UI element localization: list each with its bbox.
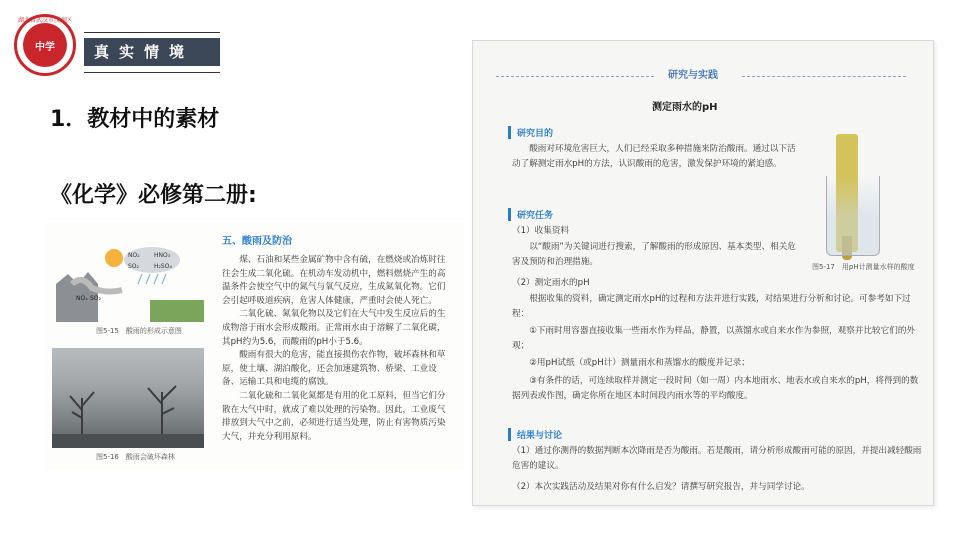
page-header: 研究与实践 bbox=[668, 70, 718, 81]
header-line-top bbox=[84, 32, 220, 33]
label-task: 研究任务 bbox=[508, 208, 553, 221]
forest-silhouette bbox=[52, 348, 204, 448]
result-2: （2）本次实践活动及结果对你有什么启发？请撰写研究报告，并与同学讨论。 bbox=[512, 482, 810, 492]
section-title-acid-rain: 五、酸雨及防治 bbox=[222, 236, 292, 247]
header-divider-right bbox=[742, 76, 906, 77]
logo-ring-text: 湖北省武汉市汉南区中学 bbox=[17, 17, 72, 33]
label-result: 结果与讨论 bbox=[508, 428, 562, 441]
label-no2: NO₂ bbox=[128, 252, 140, 259]
header-divider-left bbox=[496, 76, 654, 77]
slide-heading: 1．教材中的素材 bbox=[50, 107, 220, 132]
label-so2: SO₂ bbox=[128, 263, 139, 270]
task-2: （2）测定雨水的pH bbox=[512, 278, 590, 288]
page-title: 测定雨水的pH bbox=[652, 102, 718, 113]
paragraph: 二氧化硫、氮氧化物以及它们在大气中发生反应后的生成物溶于雨水会形成酸雨。正常雨水由于溶解了二氧化碳，其pH约为5.6，而酸雨的pH小于5.6。 bbox=[222, 309, 446, 347]
paragraph: 煤、石油和某些金属矿物中含有硫，在燃烧或冶炼时往往会生成二氧化硫。在机动车发动机中，燃料燃烧产生的高温条件会使空气中的氮气与氧气反应，生成氮氧化物。它们会引起呼吸道疾病，危害人体健康，严重时会使人死亡。 bbox=[222, 255, 446, 306]
paragraph: 酸雨有很大的危害，能直接损伤农作物，破坏森林和草原，使土壤、湖泊酸化，还会加速建筑物、桥梁、工业设备、运输工具和电缆的腐蚀。 bbox=[222, 350, 446, 388]
acid-rain-forest-photo bbox=[52, 348, 204, 448]
paragraph: 二氧化硫和二氧化氮都是有用的化工原料，但当它们分散在大气中时，就成了难以处理的污染物。因此，工业废气排放到大气中之前，必须进行适当处理，防止有害物质污染大气，并充分利用原料。 bbox=[222, 390, 446, 442]
step-1: ①下雨时用容器直接收集一些雨水作为样品，静置，以蒸馏水或自来水作为参照，观察并比较它们的外观； bbox=[512, 326, 916, 352]
step-2: ②用pH试纸（或pH计）测量雨水和蒸馏水的酸度并记录； bbox=[529, 358, 750, 368]
label-purpose: 研究目的 bbox=[508, 126, 553, 139]
task-1-text: 以“酸雨”为关键词进行搜索，了解酸雨的形成原因、基本类型、相关危害及预防和治理措施。 bbox=[512, 242, 796, 268]
ground bbox=[52, 434, 204, 448]
figure-caption-5-16: 图5-16 酸雨会破坏森林 bbox=[96, 453, 175, 461]
figure-caption-5-17: 图5-17 用pH计测量水样的酸度 bbox=[812, 263, 915, 271]
purpose-text: 酸雨对环境危害巨大，人们已经采取多种措施来防治酸雨。通过以下活动了解测定雨水pH的方法，认识酸雨的危害，激发保护环境的紧迫感。 bbox=[512, 144, 796, 170]
task-1: （1）收集资料 bbox=[512, 226, 570, 236]
acid-rain-diagram bbox=[52, 244, 206, 324]
label-hno3: HNO₃ bbox=[154, 252, 171, 259]
slide-subheading: 《化学》必修第二册: bbox=[50, 183, 257, 208]
step-3: ③有条件的话，可连续取样并测定一段时间（如一周）内本地雨水、地表水或自来水的pH，将得到的数据列表或作图，确定你所在地区本时间段内雨水等的平均酸度。 bbox=[512, 376, 919, 402]
rain-icon bbox=[138, 274, 166, 284]
header-line-bottom bbox=[84, 72, 220, 73]
logo-emblem: 中学 bbox=[23, 23, 67, 67]
sun-icon bbox=[105, 249, 123, 267]
label-nox: NOₓ bbox=[76, 295, 88, 302]
label-h2so4: H₂SO₄ bbox=[154, 263, 172, 270]
school-logo bbox=[14, 14, 76, 76]
textbook-body-left bbox=[222, 254, 454, 444]
forest-icon bbox=[150, 300, 204, 322]
task-2-text: 根据收集的资料，确定测定雨水pH的过程和方法并进行实践，对结果进行分析和讨论。可参考如下过程： bbox=[512, 294, 911, 320]
beaker-icon bbox=[826, 176, 880, 256]
result-1: （1）通过你测得的数据判断本次降雨是否为酸雨。若是酸雨，请分析形成酸雨可能的原因，并提出减轻酸雨危害的建议。 bbox=[512, 446, 922, 472]
section-badge: 真实情境 bbox=[84, 38, 220, 66]
label-so2-ground: SO₂ bbox=[90, 295, 101, 302]
figure-caption-5-15: 图5-15 酸雨的形成示意图 bbox=[96, 327, 182, 335]
